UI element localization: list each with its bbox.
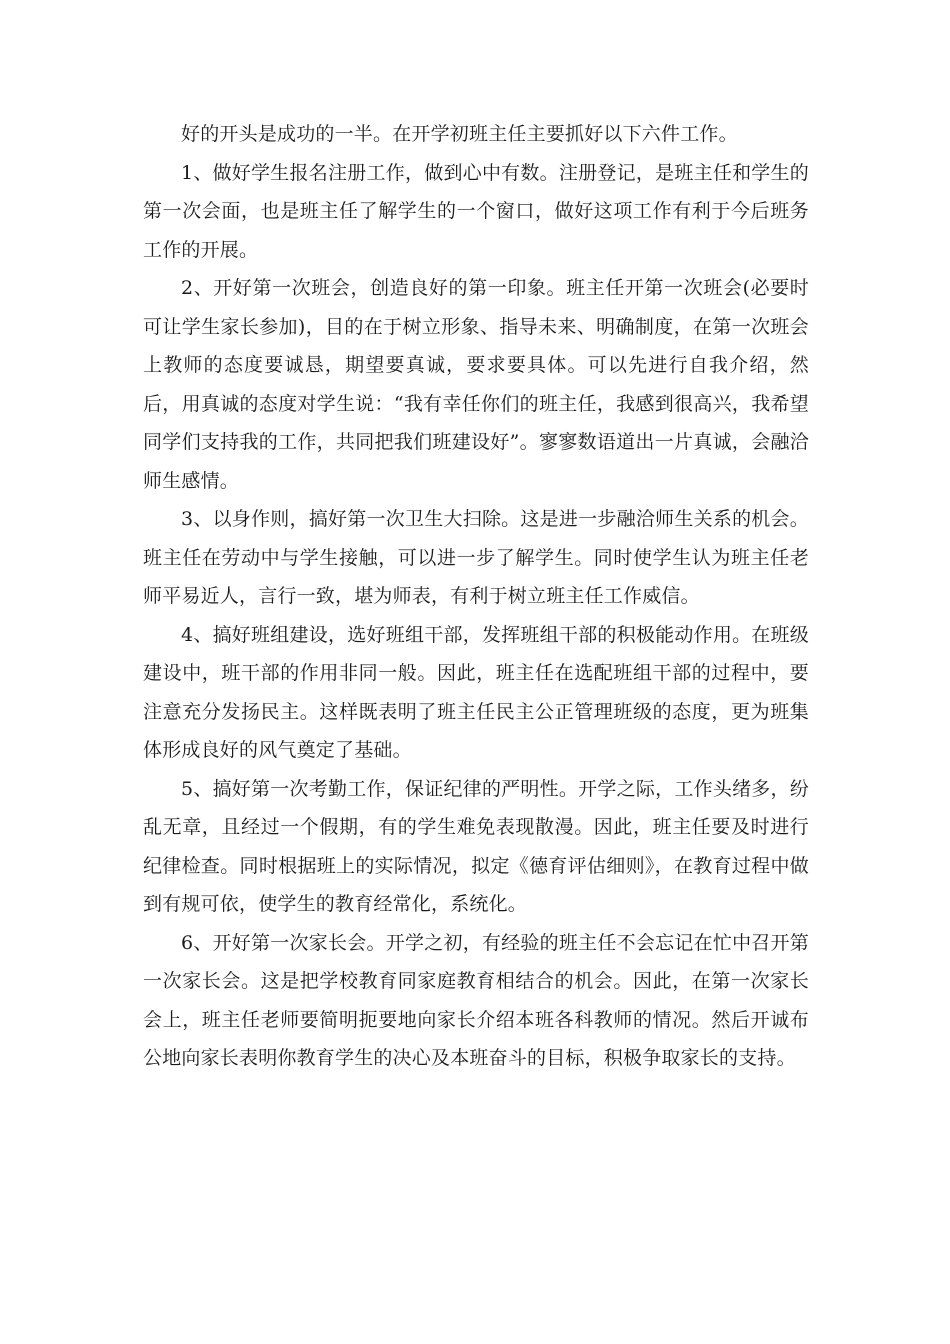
intro-paragraph: 好的开头是成功的一半。在开学初班主任主要抓好以下六件工作。 xyxy=(181,123,738,145)
item-6-paragraph: 6、开好第一次家长会。开学之初，有经验的班主任不会忘记在忙中召开第一次家长会。这是把学校教育同家庭教育相结合的机会。因此，在第一次家长会上，班主任老师要简明扼要地向家长介绍本班各科教师的情况。然后开诚布公地向家长表明你教育学生的决心及本班奋斗的目标，积极争取家长的支持。 xyxy=(143,931,809,1069)
item-1-paragraph: 1、做好学生报名注册工作，做到心中有数。注册登记，是班主任和学生的第一次会面，也是班主任了解学生的一个窗口，做好这项工作有利于今后班务工作的开展。 xyxy=(143,161,809,261)
item-3-paragraph: 3、以身作则，搞好第一次卫生大扫除。这是进一步融洽师生关系的机会。班主任在劳动中与学生接触，可以进一步了解学生。同时使学生认为班主任老师平易近人，言行一致，堪为师表，有利于树立班主任工作威信。 xyxy=(143,508,809,607)
item-4-paragraph: 4、搞好班组建设，选好班组干部，发挥班组干部的积极能动作用。在班级建设中，班干部的作用非同一般。因此，班主任在选配班组干部的过程中，要注意充分发扬民主。这样既表明了班主任民主公正管理班级的态度，更为班集体形成良好的风气奠定了基础。 xyxy=(143,623,809,761)
item-2-paragraph: 2、开好第一次班会，创造良好的第一印象。班主任开第一次班会(必要时可让学生家长参加)，目的在于树立形象、指导未来、明确制度，在第一次班会上教师的态度要诚恳，期望要真诚，要求要具体。可以先进行自我介绍，然后，用真诚的态度对学生说：“我有幸任你们的班主任，我感到很高兴，我希望同学们支持我的工作，共同把我们班建设好”。寥寥数语道出一片真诚，会融洽师生感情。 xyxy=(143,277,809,492)
document-body xyxy=(143,115,809,1078)
item-5-paragraph: 5、搞好第一次考勤工作，保证纪律的严明性。开学之际，工作头绪多，纷乱无章，且经过一个假期，有的学生难免表现散漫。因此，班主任要及时进行纪律检查。同时根据班上的实际情况，拟定《德育评估细则》，在教育过程中做到有规可依，使学生的教育经常化，系统化。 xyxy=(143,777,809,915)
